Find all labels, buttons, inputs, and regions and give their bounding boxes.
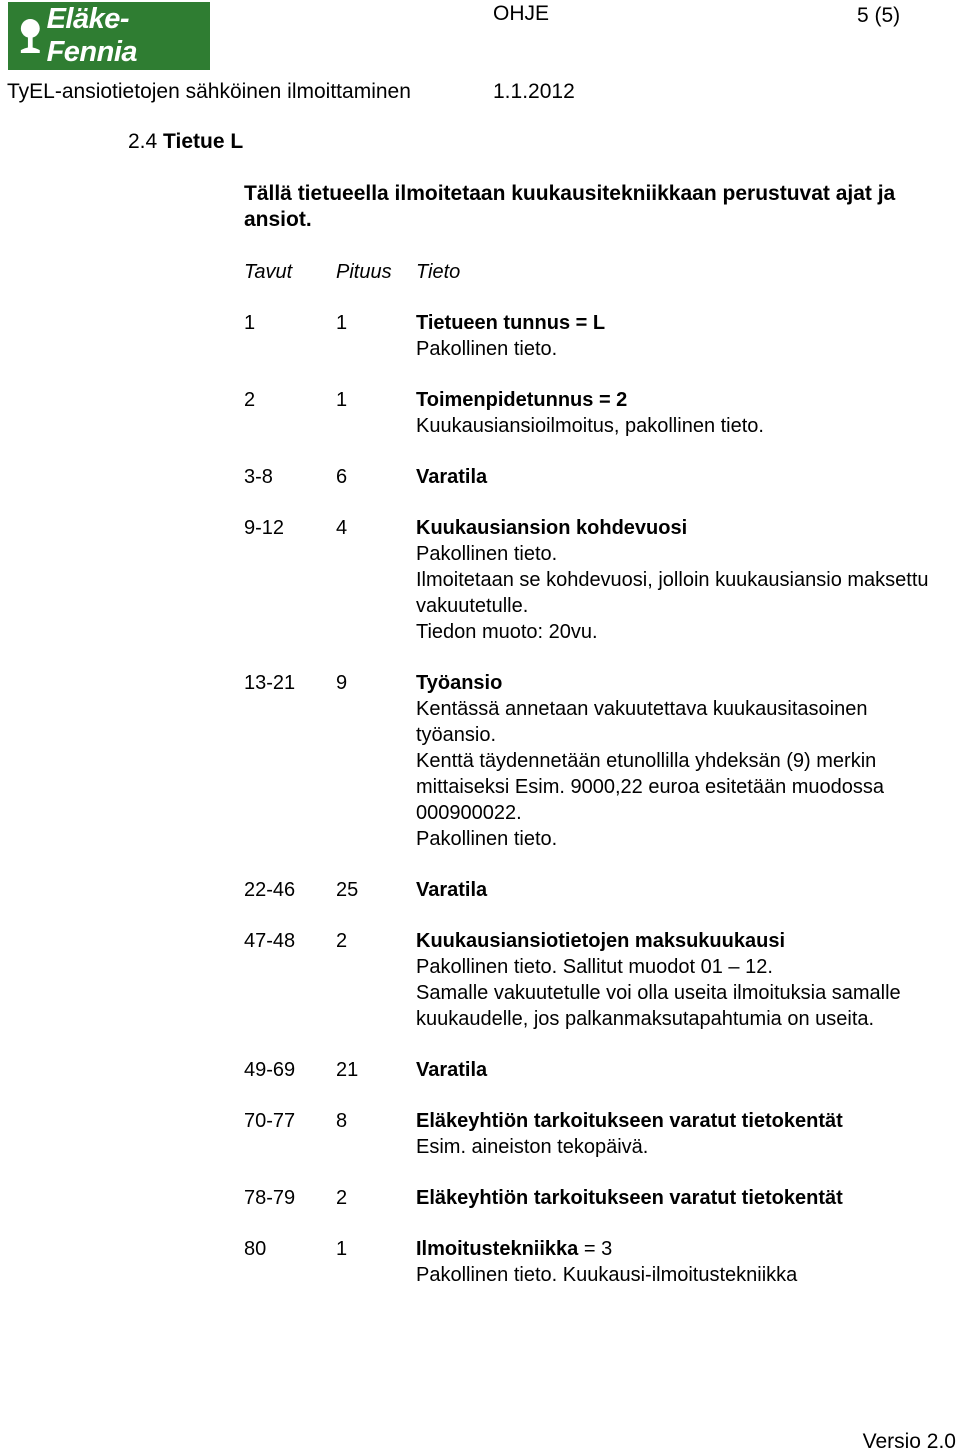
field-bytes: 78-79: [244, 1187, 296, 1209]
field-row: [244, 670, 949, 852]
header-info: Tieto: [416, 261, 461, 283]
field-length: 9: [336, 672, 348, 694]
field-info: [416, 877, 949, 903]
field-description: Pakollinen tieto.: [416, 543, 558, 565]
field-length: 1: [336, 312, 348, 334]
field-info: [416, 1236, 949, 1288]
field-description: Kentässä annetaan vakuutettava kuukausitasoinen työansio.: [416, 698, 868, 746]
field-description: Esim. aineiston tekopäivä.: [416, 1136, 649, 1158]
field-row: [244, 877, 949, 903]
logo-text: Eläke-Fennia: [46, 3, 138, 68]
field-title-line: [416, 1108, 949, 1134]
field-row: [244, 1057, 949, 1083]
field-length: 21: [336, 1059, 359, 1081]
field-length: 1: [336, 389, 348, 411]
field-bytes: 47-48: [244, 930, 296, 952]
field-row: [244, 464, 949, 490]
field-description: Kenttä täydennetään etunollilla yhdeksän (9) merkin mittaiseksi Esim. 9000,22 euroa esitetään muodossa 000900022.: [416, 750, 885, 824]
field-row: [244, 1108, 949, 1160]
field-bytes: 1: [244, 312, 256, 334]
field-row: [244, 1236, 949, 1288]
field-description: Samalle vakuutetulle voi olla useita ilmoituksia samalle kuukaudelle, jos palkanmaksutapahtumia on useita.: [416, 982, 901, 1030]
field-description: Tiedon muoto: 20vu.: [416, 621, 598, 643]
field-title-line: [416, 387, 949, 413]
field-bytes: 3-8: [244, 466, 273, 488]
field-length: 1: [336, 1238, 348, 1260]
field-row: [244, 1185, 949, 1211]
field-title: Työansio: [416, 672, 503, 694]
field-title: Kuukausiansion kohdevuosi: [416, 517, 688, 539]
field-bytes: 22-46: [244, 879, 296, 901]
table-header-row: [244, 259, 949, 285]
field-length: 4: [336, 517, 348, 539]
field-info: [416, 1057, 949, 1083]
tree-logo-icon: [18, 17, 43, 55]
field-title: Eläkeyhtiön tarkoitukseen varatut tietokentät: [416, 1187, 843, 1209]
field-info: [416, 670, 949, 852]
field-description: Pakollinen tieto.: [416, 828, 558, 850]
field-row: [244, 387, 949, 439]
field-title: Varatila: [416, 879, 488, 901]
field-info: [416, 464, 949, 490]
field-info: [416, 928, 949, 1032]
record-field-table: [244, 259, 949, 1313]
field-title-line: [416, 670, 949, 696]
section-heading: [128, 130, 243, 154]
field-title: Varatila: [416, 466, 488, 488]
header-bytes: Tavut: [244, 261, 293, 283]
field-info: [416, 1108, 949, 1160]
elake-fennia-logo: [8, 2, 210, 70]
field-title: Eläkeyhtiön tarkoitukseen varatut tietokentät: [416, 1110, 843, 1132]
field-length: 6: [336, 466, 348, 488]
section-intro: Tällä tietueella ilmoitetaan kuukausitekniikkaan perustuvat ajat ja ansiot.: [244, 182, 896, 231]
document-type: OHJE: [493, 2, 550, 25]
field-title-line: [416, 928, 949, 954]
field-bytes: 80: [244, 1238, 267, 1260]
field-bytes: 9-12: [244, 517, 285, 539]
document-date: 1.1.2012: [493, 80, 575, 103]
field-title: Tietueen tunnus = L: [416, 312, 606, 334]
field-bytes: 13-21: [244, 672, 296, 694]
field-title-line: [416, 515, 949, 541]
field-bytes: 70-77: [244, 1110, 296, 1132]
field-bytes: 2: [244, 389, 256, 411]
field-description: Ilmoitetaan se kohdevuosi, jolloin kuukausiansio maksettu vakuutetulle.: [416, 569, 929, 617]
field-title-line: [416, 1057, 949, 1083]
field-title-line: [416, 464, 949, 490]
field-bytes: 49-69: [244, 1059, 296, 1081]
page-number: 5 (5): [857, 4, 901, 27]
field-title: Varatila: [416, 1059, 488, 1081]
field-description: Pakollinen tieto.: [416, 338, 558, 360]
field-info: [416, 310, 949, 362]
field-title-suffix: = 3: [578, 1238, 613, 1260]
section-title: Tietue L: [163, 130, 244, 153]
field-info: [416, 387, 949, 439]
field-title-line: [416, 310, 949, 336]
field-title-line: [416, 1185, 949, 1211]
field-description: Pakollinen tieto. Sallitut muodot 01 – 12.: [416, 956, 773, 978]
section-number: 2.4: [128, 130, 158, 153]
field-row: [244, 515, 949, 645]
field-title: Toimenpidetunnus = 2: [416, 389, 628, 411]
field-title: Kuukausiansiotietojen maksukuukausi: [416, 930, 785, 952]
field-row: [244, 310, 949, 362]
header-length: Pituus: [336, 261, 392, 283]
field-title: Ilmoitustekniikka: [416, 1238, 579, 1260]
version-label: Versio 2.0: [862, 1430, 956, 1453]
document-subtitle: TyEL-ansiotietojen sähköinen ilmoittaminen: [7, 80, 411, 103]
field-info: [416, 515, 949, 645]
field-length: 25: [336, 879, 359, 901]
field-length: 2: [336, 1187, 348, 1209]
field-info: [416, 1185, 949, 1211]
field-title-line: [416, 877, 949, 903]
field-description: Pakollinen tieto. Kuukausi-ilmoitustekniikka: [416, 1264, 798, 1286]
field-title-line: [416, 1236, 949, 1262]
field-row: [244, 928, 949, 1032]
field-length: 2: [336, 930, 348, 952]
field-length: 8: [336, 1110, 348, 1132]
field-description: Kuukausiansioilmoitus, pakollinen tieto.: [416, 415, 764, 437]
